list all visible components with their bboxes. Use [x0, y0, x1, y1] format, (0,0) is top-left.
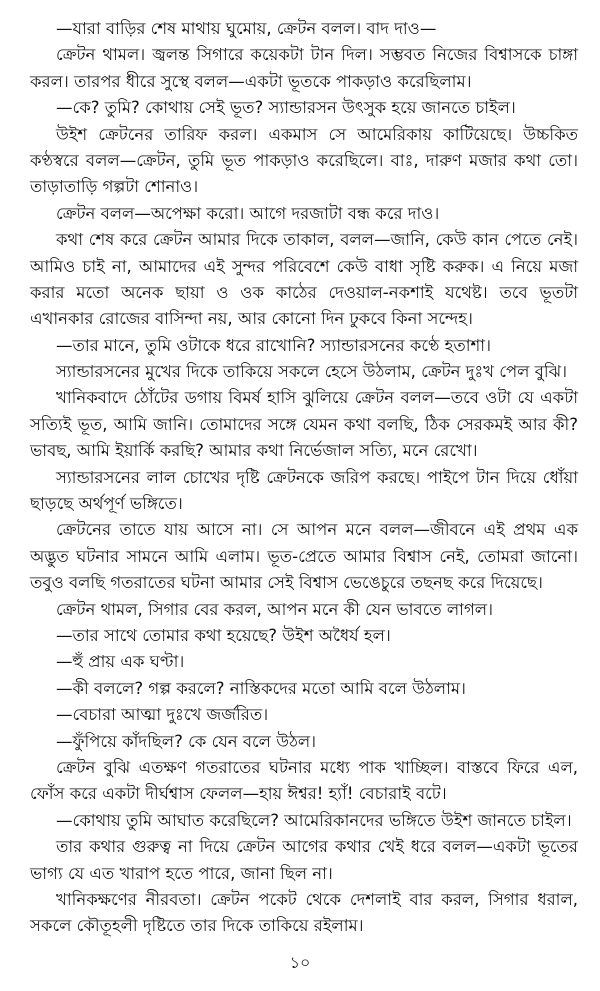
text-line: ক্রেটনের তাতে যায় আসে না। সে আপন মনে বলল—জীবনে এই প্রথম এক অদ্ভুত: [30, 520, 578, 566]
text-line: —কী বললে? গল্প করলে? নাস্তিকদের মতো আমি বলে উঠলাম।: [56, 678, 466, 698]
text-line: —বেচারা আত্মা দুঃখে জর্জরিত।: [56, 705, 269, 725]
text-line: —তার মানে, তুমি ওটাকে ধরে রাখোনি? স্যান্ডারসনের কণ্ঠে হতাশা।: [56, 335, 491, 355]
text-line: ভূত, আমি জানি। তোমাদের সঙ্গে যেমন কথা বলছি, ঠিক সেরকমই আর কী? ভাবছ,: [30, 414, 579, 461]
text-line: খানিকক্ষণের নীরবতা। ক্রেটন পকেট থেকে দেশলাই বার করল, সিগার ধরাল, সকলে: [30, 889, 578, 936]
paragraph: [30, 465, 578, 518]
text-line: করে একটা দীর্ঘশ্বাস ফেলল—হায় ঈশ্বর! হ্যাঁ! বেচারাই বটে।: [69, 784, 447, 804]
paragraph: [30, 95, 578, 121]
paragraph: [30, 623, 578, 649]
paragraph: [30, 887, 578, 940]
text-line: কৌতূহলী দৃষ্টিতে তার দিকে তাকিয়ে রইলাম।: [76, 916, 364, 936]
paragraph: [30, 649, 578, 675]
paragraph: [30, 517, 578, 596]
text-line: করার মতো অনেক ছায়া ও ওক কাঠের দেওয়াল-নকশাই যথেষ্ট। তবে ভূতটা এখানকার: [30, 282, 578, 329]
paragraph: [30, 702, 578, 728]
text-line: যে এত খারাপ হতে পারে, জানা ছিল না।: [67, 863, 333, 883]
paragraph: [30, 359, 578, 385]
paragraph: [30, 42, 578, 95]
paragraph: [30, 834, 578, 887]
paragraph: [30, 385, 578, 464]
text-line: ক্রেটন বুঝি এতক্ষণ গতরাতের ঘটনার মধ্যে পাক খাচ্ছিল। বাস্তবে ফিরে এল, ফোঁস: [30, 757, 578, 804]
page-number: ১০: [289, 952, 311, 972]
paragraph: [30, 729, 578, 755]
text-line: গতরাতের ঘটনা আমার সেই বিশ্বাস ভেঙেচুরে তছনছ করে দিয়েছে।: [110, 573, 543, 593]
paragraph: [30, 755, 578, 808]
text-line: রোজের বাসিন্দা নয়, আর কোনো দিন ঢুকবে কিনা সন্দেহ।: [98, 309, 473, 329]
text-line: —ফুঁপিয়ে কাঁদছিল? কে যেন বলে উঠল।: [56, 731, 317, 751]
text-line: স্যান্ডারসনের মুখের দিকে তাকিয়ে সকলে হেসে উঠলাম, ক্রেটন দুঃখ পেল বুঝি।: [56, 362, 567, 382]
text-line: ঘটনার সামনে আমি এলাম। ভূত-প্রেতে আমার বিশ্বাস নেই, তোমরা জানো। তবুও বলছি: [30, 546, 578, 593]
text-line: স্যান্ডারসনের লাল চোখের দৃষ্টি ক্রেটনকে জরিপ করছে। পাইপে টান দিয়ে ধোঁয়া ছাড়ছে: [30, 467, 578, 514]
text-line: গল্পটা শোনাও।: [102, 177, 199, 197]
text-line: —যারা বাড়ির শেষ মাথায় ঘুমোয়, ক্রেটন বলল। বাদ দাও—: [56, 19, 437, 38]
paragraph: [30, 122, 578, 201]
text-line: কথা শেষ করে ক্রেটন আমার দিকে তাকাল, বলল—জানি, কেউ কান পেতে নেই।: [56, 230, 578, 250]
text-line: —হুঁ প্রায় এক ঘণ্টা।: [56, 652, 185, 672]
paragraph: [30, 16, 578, 42]
paragraph: [30, 676, 578, 702]
text-line: ক্রেটন থামল, সিগার বের করল, আপন মনে কী যেন ভাবতে লাগল।: [56, 599, 493, 619]
paragraph: [30, 808, 578, 834]
text-line: উইশ ক্রেটনের তারিফ করল। একমাস সে আমেরিকায় কাটিয়েছে। উচ্চকিত কণ্ঠস্বরে: [30, 124, 578, 170]
text-line: অর্থপূর্ণ ভঙ্গিতে।: [78, 494, 183, 514]
text-line: তার কথার গুরুত্ব না দিয়ে ক্রেটন আগের কথার খেই ধরে বলল—একটা ভূতের ভাগ্য: [30, 837, 578, 883]
text-line: তারপর ধীরে সুস্থে বলল—একটা ভূতকে পাকড়াও করেছিলাম।: [74, 71, 472, 91]
paragraph: [30, 333, 578, 359]
text-line: —তার সাথে তোমার কথা হয়েছে? উইশ অধৈর্য হল।: [56, 625, 391, 645]
text-line: ক্রেটন বলল—অপেক্ষা করো। আগে দরজাটা বন্ধ করে দাও।: [56, 203, 440, 223]
text-line: —কোথায় তুমি আঘাত করেছিলে? আমেরিকানদের ভঙ্গিতে উইশ জানতে চাইল।: [56, 810, 572, 830]
paragraph: [30, 201, 578, 227]
text-line: ক্রেটন থামল। জ্বলন্ত সিগারে কয়েকটা টান দিল। সম্ভবত নিজের বিশ্বাসকে চাঙ্গা করল।: [30, 45, 578, 91]
paragraph: [30, 597, 578, 623]
text-line: আমিও চাই না, আমাদের এই সুন্দর পরিবেশে কেউ বাধা সৃষ্টি করুক। এ নিয়ে মজা: [30, 256, 578, 276]
text-line: বলল—ক্রেটন, তুমি ভূত পাকড়াও করেছিলে। বাঃ, দারুণ মজার কথা তো। তাড়াতাড়ি: [30, 150, 578, 197]
text-line: —কে? তুমি? কোথায় সেই ভূত? স্যান্ডারসন উৎসুক হয়ে জানতে চাইল।: [56, 98, 516, 118]
text-line: আমি ইয়ার্কি করছি? আমার কথা নির্ভেজাল সত্যি, মনে রেখো।: [76, 441, 478, 461]
paragraph: [30, 227, 578, 333]
text-line: খানিকবাদে ঠোঁটের ডগায় বিমর্ষ হাসি ঝুলিয়ে ক্রেটন বলল—তবে ওটা যে একটা সত্যিই: [30, 388, 578, 434]
